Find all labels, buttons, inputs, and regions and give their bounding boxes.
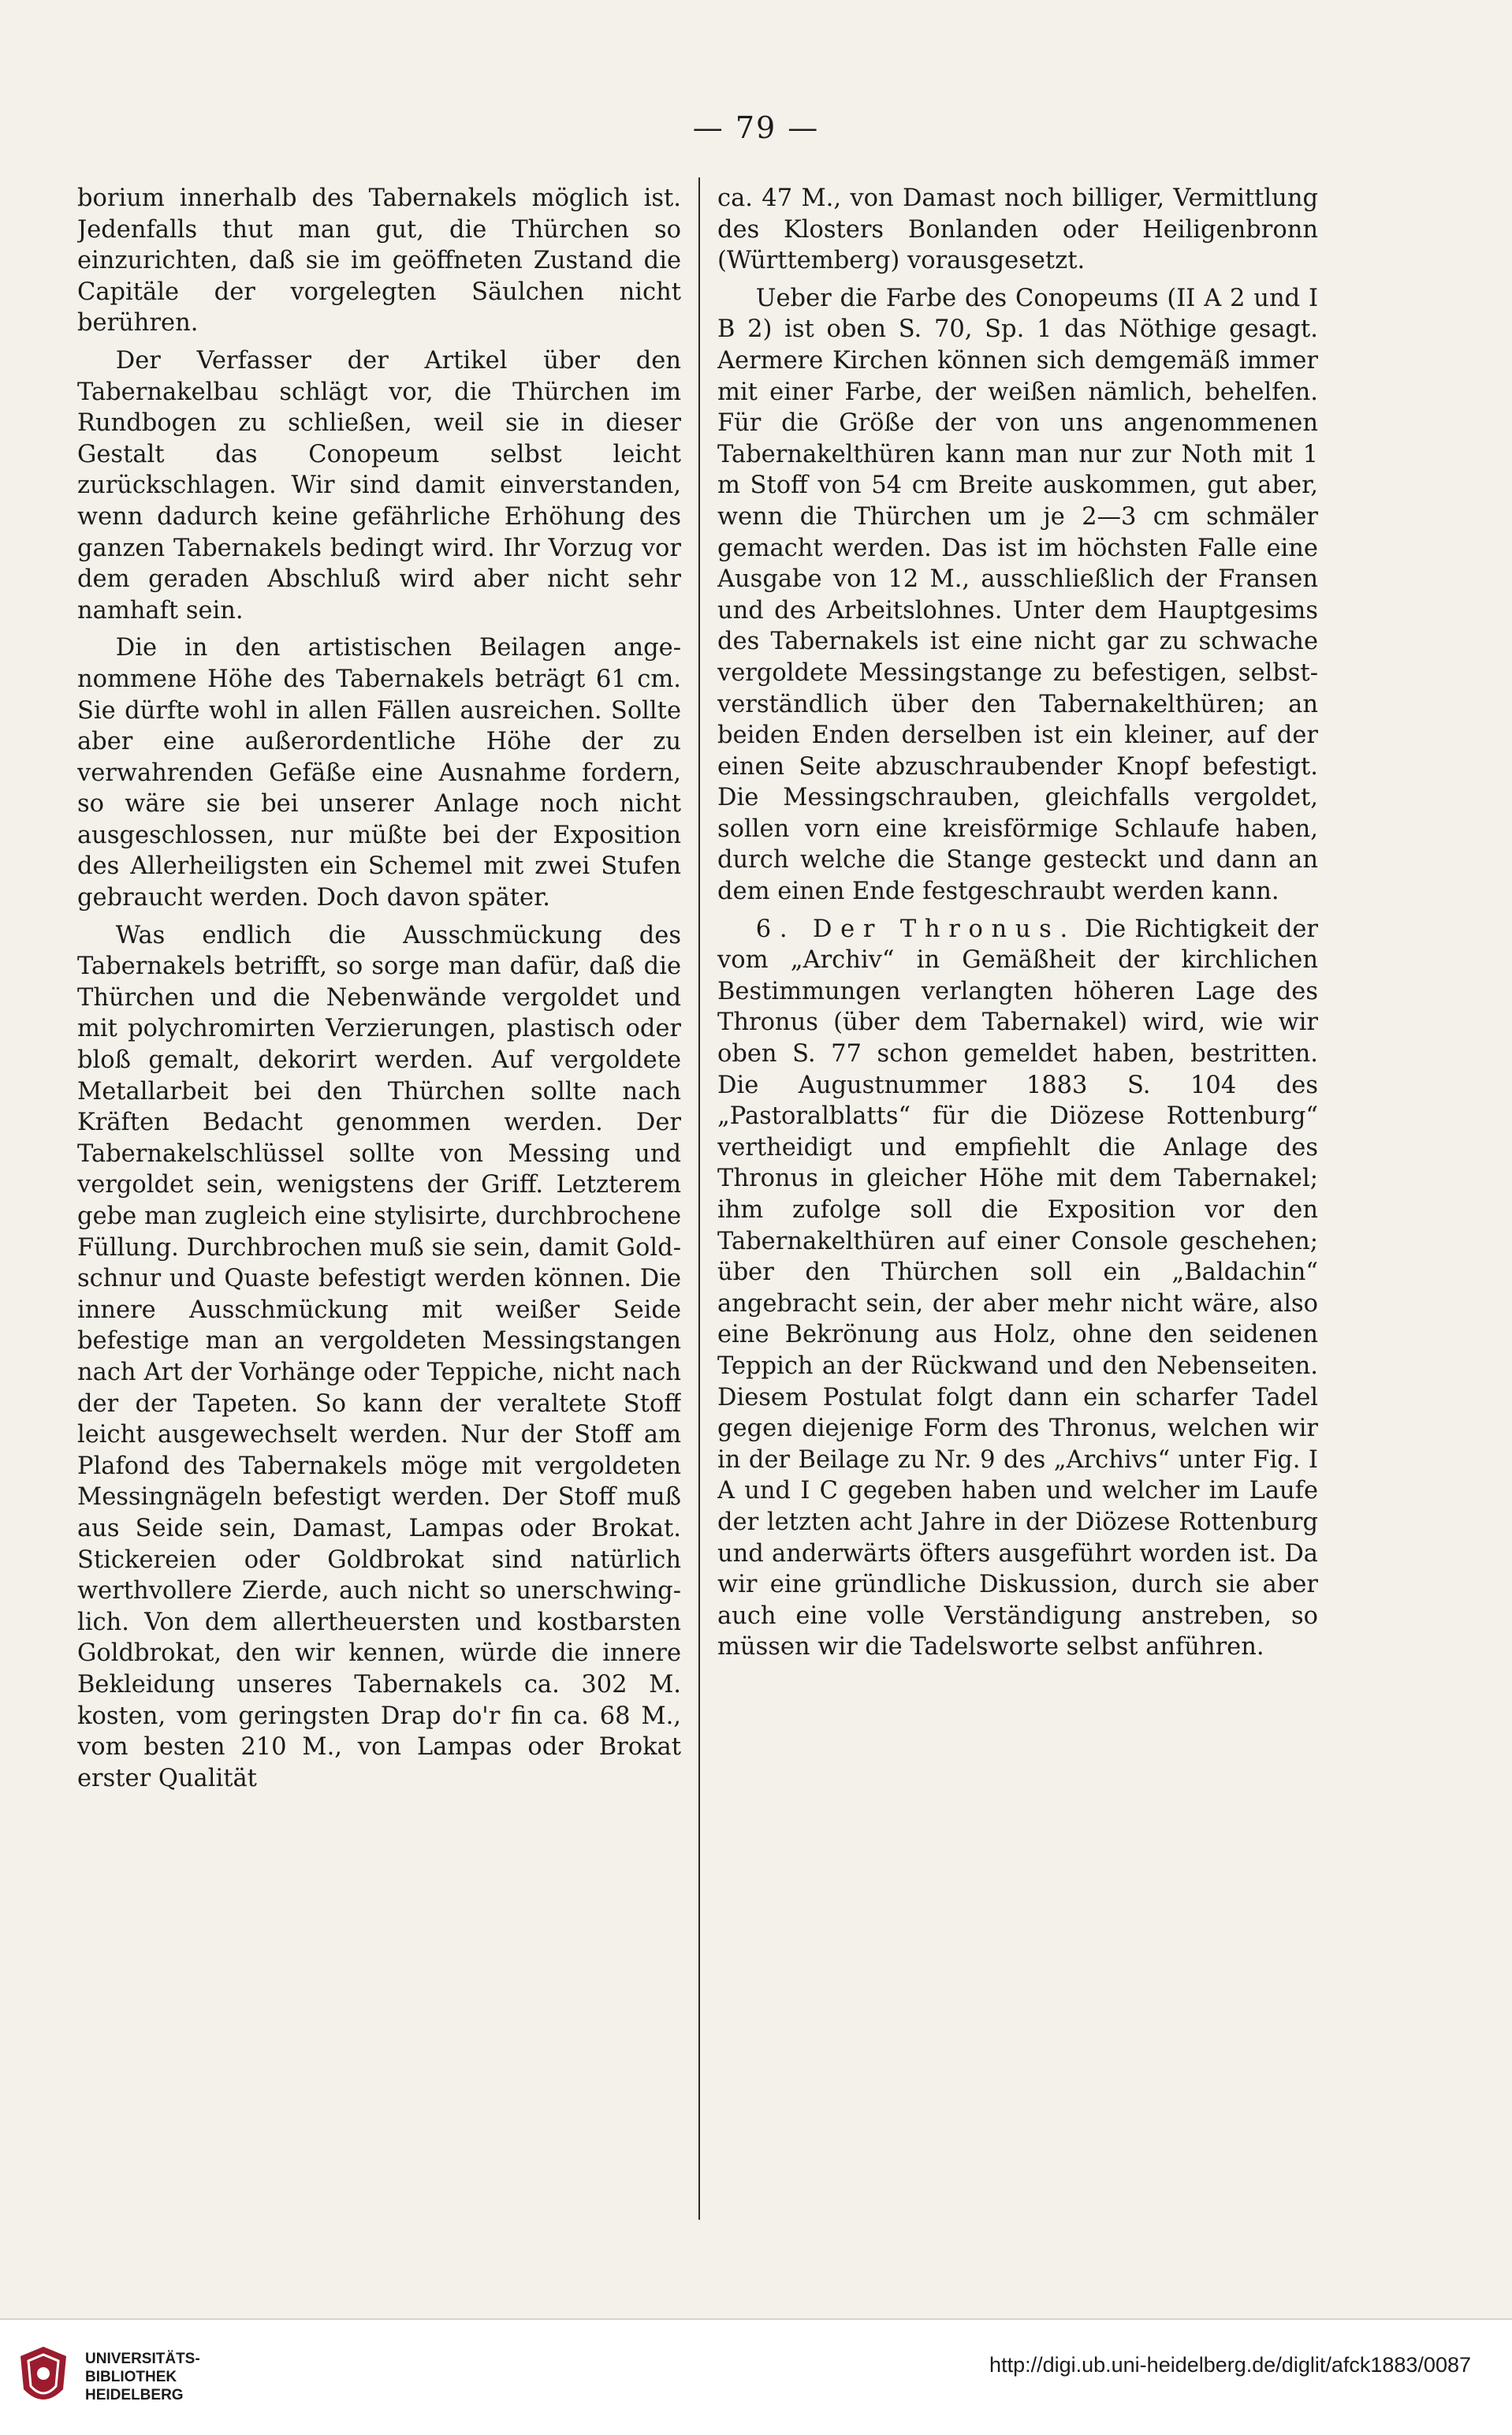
library-name bbox=[85, 2350, 200, 2404]
footer bbox=[0, 2318, 1512, 2435]
paragraph: Der Verfasser der Artikel über den Tabernakelbau schlägt vor, die Thürchen im Rundbogen zu schließen, weil sie in dieser Gestalt das Conopeum selbst leicht zurückschlagen. Wir sind damit einverstanden, wenn dadurch keine gefährliche Erhöhung des ganzen Tabernakels bedingt wird. Ihr Vorzug vor dem geraden Abschluß wird aber nicht sehr namhaft sein. bbox=[77, 346, 681, 625]
library-line: UNIVERSITÄTS- bbox=[85, 2351, 200, 2367]
section-text: Die Richtigkeit der vom „Archiv“ in Gemäßheit der kirchlichen Bestimmungen verlangten höheren Lage des Thronus (über dem Tabernakel) wird, wie wir oben S. 77 schon gemeldet haben, bestritten. Die Augustnummer 1883 S. 104 des „Pastoralblatts“ für die Diözese Rottenburg“ vertheidigt und empfiehlt die Anlage des Thronus in gleicher Höhe mit dem Tabernakel; ihm zufolge soll die Exposition vor den Tabernakelthüren auf einer Console geschehen; über den Thürchen soll ein „Baldachin“ angebracht sein, der aber mehr nicht wäre, also eine Bekrönung aus Holz, ohne den seidenen Teppich an der Rückwand und den Nebenseiten. Diesem Postulat folgt dann ein scharfer Tadel gegen diejenige Form des Thronus, welchen wir in der Beilage zu Nr. 9 des „Archivs“ unter Fig. I A und I C gegeben haben und welcher im Laufe der letzten acht Jahre in der Diözese Rottenburg und anderwärts öfters ausgeführt worden ist. Da wir eine gründliche Diskussion, durch sie aber auch eine volle Verständigung anstreben, so müssen wir die Tadelsworte selbst anführen. bbox=[717, 915, 1318, 1661]
paragraph: ca. 47 M., von Damast noch billiger, Vermittlung des Klosters Bonlanden oder Heiligenbronn (Württemberg) vorausgesetzt. bbox=[717, 185, 1318, 275]
library-line: HEIDELBERG bbox=[85, 2387, 184, 2403]
section-heading: 6. Der Thronus. bbox=[755, 915, 1076, 943]
right-column bbox=[717, 183, 1318, 2249]
paragraph: Ueber die Farbe des Conopeums (II A 2 und I B 2) ist oben S. 70, Sp. 1 das Nöthige gesagt. Aermere Kirchen können sich demgemäß immer mit einer Farbe, der weißen nämlich, behelfen. Für die Größe der von uns angenommenen Tabernakelthüren kann man nur zur Noth mit 1 m Stoff von 54 cm Breite auskommen, gut aber, wenn die Thürchen um je 2—3 cm schmäler gemacht werden. Das ist im höchsten Falle eine Ausgabe von 12 M., ausschließlich der Fransen und des Arbeitslohnes. Unter dem Hauptgesims des Tabernakels ist eine nicht gar zu schwache vergoldete Messingstange zu befestigen, selbstverständlich über den Tabernakelthüren; an beiden Enden derselben ist ein kleiner, auf der einen Seite abzuschraubender Knopf befestigt. Die Messingschrauben, gleichfalls vergoldet, sollen vorn eine kreisförmige Schlaufe haben, durch welche die Stange gesteckt und dann an dem einen Ende festgeschraubt werden kann. bbox=[717, 284, 1318, 906]
source-url-link[interactable]: http://digi.ub.uni-heidelberg.de/diglit/afck1883/0087 bbox=[989, 2353, 1471, 2377]
column-divider bbox=[698, 177, 700, 2220]
left-column bbox=[77, 183, 681, 2249]
university-seal-icon bbox=[16, 2344, 71, 2411]
library-line: BIBLIOTHEK bbox=[85, 2369, 177, 2385]
paragraph: Was endlich die Ausschmückung des Tabernakels betrifft, so sorge man dafür, daß die Thürchen und die Nebenwände vergoldet und mit polychromirten Verzierungen, plastisch oder bloß gemalt, dekorirt werden. Auf vergoldete Metallarbeit bei den Thürchen sollte nach Kräften Bedacht genommen werden. Der Tabernakelschlüssel sollte von Messing und vergoldet sein, wenigstens der Griff. Letzterem gebe man zugleich eine stylisirte, durchbrochene Füllung. Durchbrochen muß sie sein, damit Goldschnur und Quaste befestigt werden können. Die innere Ausschmückung mit weißer Seide befestige man an vergoldeten Messingstangen nach Art der Vorhänge oder Teppiche, nicht nach der der Tapeten. So kann der veraltete Stoff leicht ausgewechselt werden. Nur der Stoff am Plafond des Tabernakels möge mit vergoldeten Messingnägeln befestigt werden. Der Stoff muß aus Seide sein, Damast, Lampas oder Brokat. Stickereien oder Goldbrokat sind natürlich werthvollere Zierde, auch nicht so unerschwinglich. Von dem allertheuersten und kostbarsten Goldbrokat, den wir kennen, würde die innere Bekleidung unseres Tabernakels ca. 302 M. kosten, vom geringsten Drap do'r fin ca. 68 M., vom besten 210 M., von Lampas oder Brokat erster Qualität bbox=[77, 921, 681, 1792]
page-number: — 79 — bbox=[692, 110, 820, 145]
paragraph: Die in den artistischen Beilagen angenommene Höhe des Tabernakels beträgt 61 cm. Sie dürfte wohl in allen Fällen ausreichen. Sollte aber eine außerordentliche Höhe der zu verwahrenden Gefäße eine Ausnahme fordern, so wäre sie bei unserer Anlage noch nicht ausgeschlossen, nur müßte bei der Exposition des Allerheiligsten ein Schemel mit zwei Stufen gebraucht werden. Doch davon später. bbox=[77, 634, 681, 912]
section-paragraph bbox=[717, 914, 1318, 1663]
paragraph: borium innerhalb des Tabernakels möglich ist. Jedenfalls thut man gut, die Thürchen so einzurichten, daß sie im geöffneten Zustand die Capitäle der vorgelegten Säulchen nicht berühren. bbox=[77, 185, 681, 337]
